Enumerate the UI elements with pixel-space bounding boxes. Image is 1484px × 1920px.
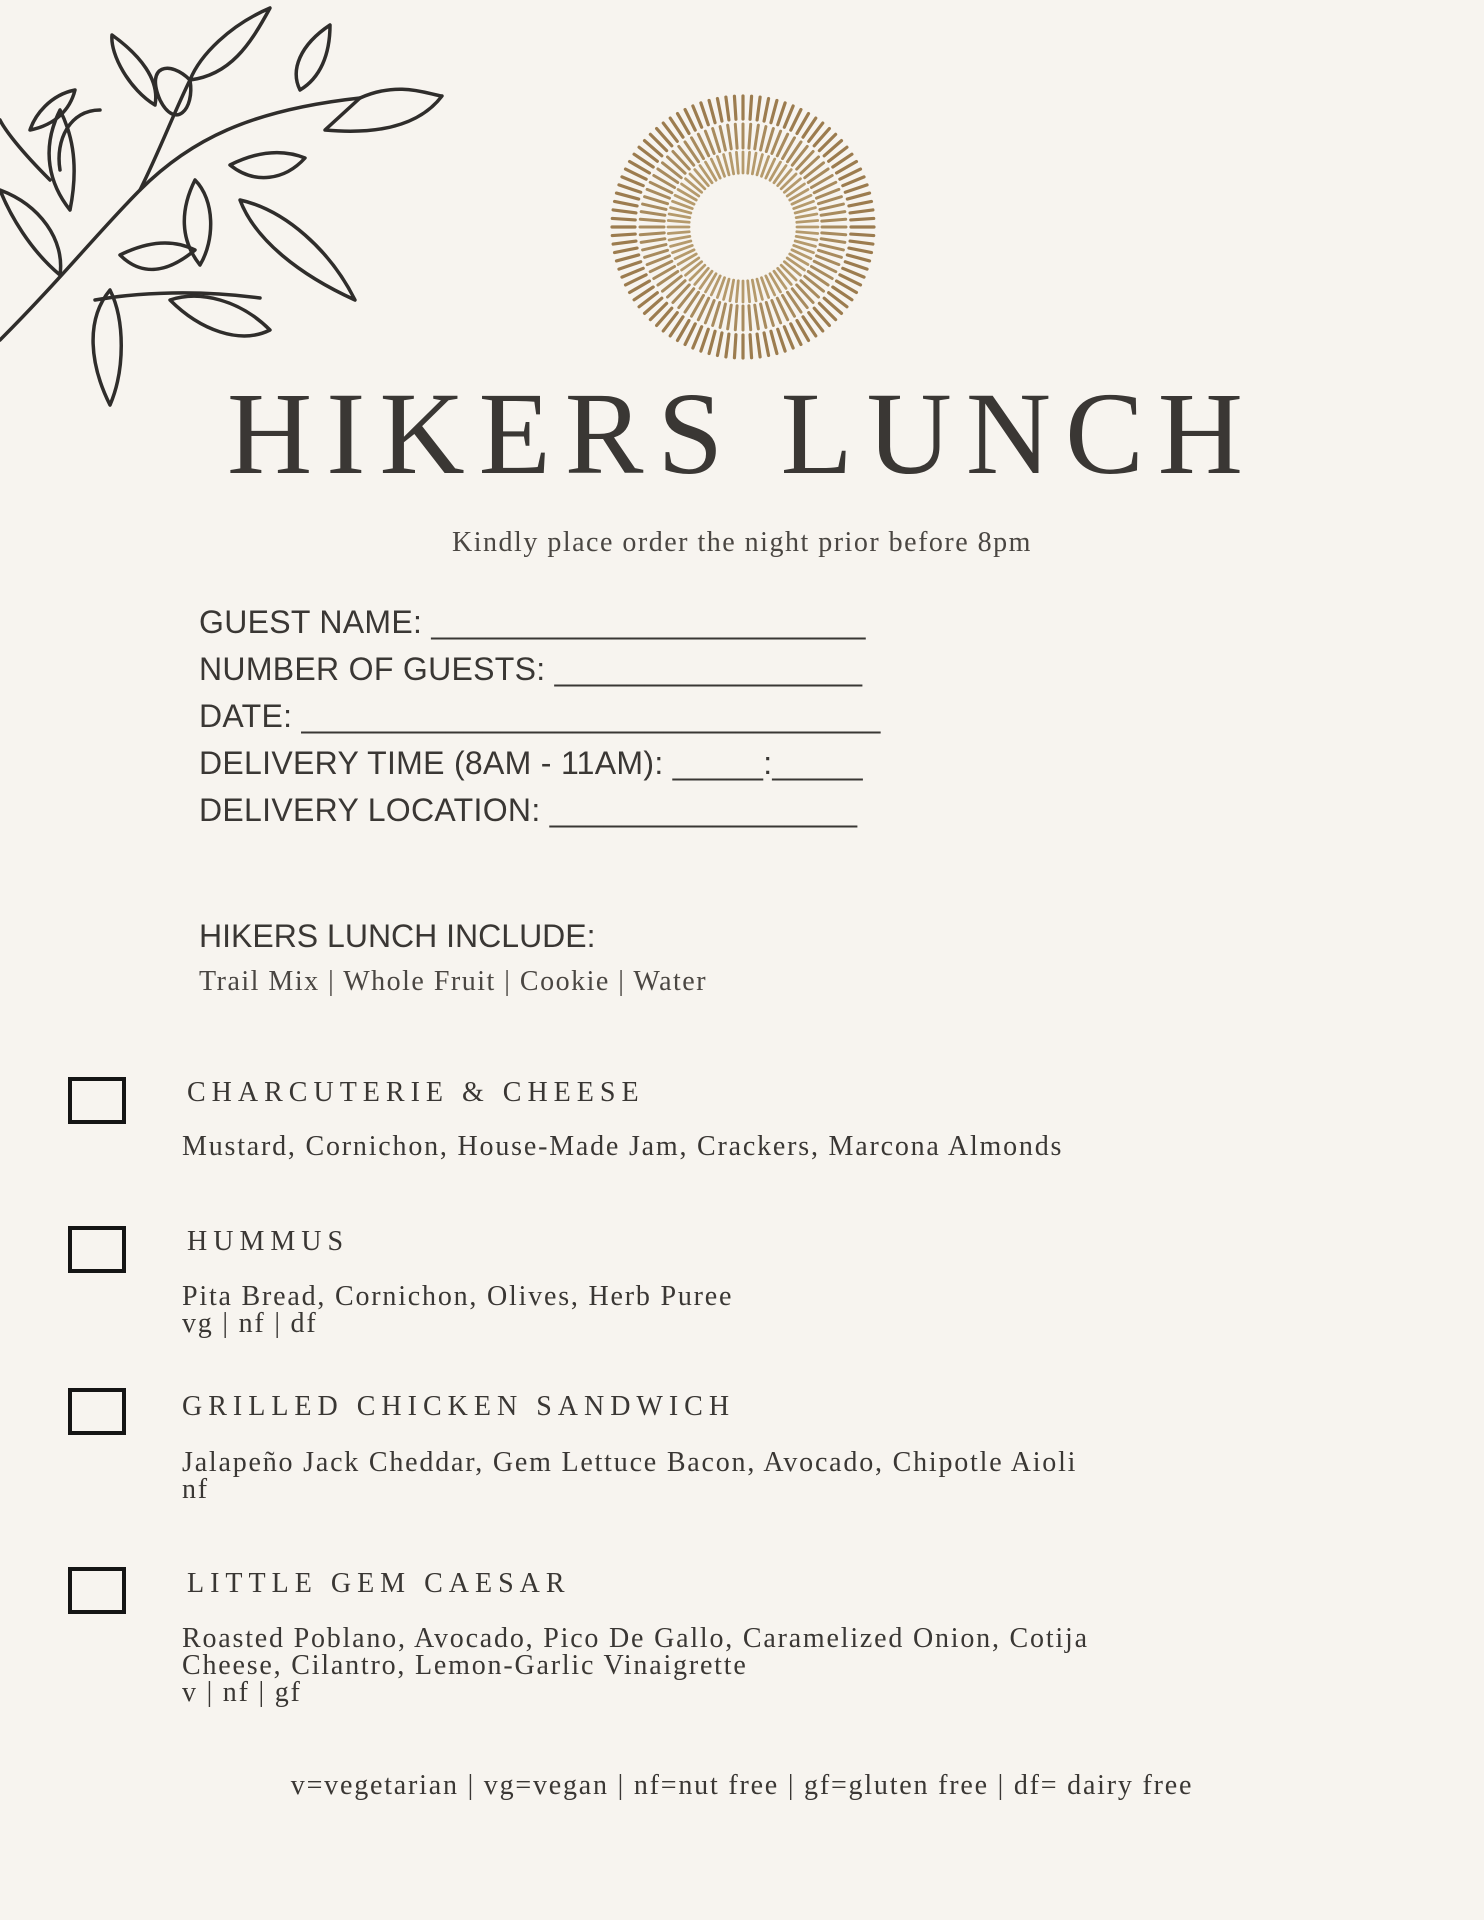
menu-item-name: LITTLE GEM CAESAR <box>187 1568 571 1599</box>
emblem-ray <box>701 103 708 125</box>
number-of-guests-field: NUMBER OF GUESTS: _________________ <box>199 651 863 687</box>
emblem-ray <box>801 157 819 173</box>
dietary-legend: v=vegetarian | vg=vegan | nf=nut free | gf=gluten free | df= dairy free <box>290 1770 1194 1801</box>
menu-item-dietary: vg | nf | df <box>182 1308 318 1339</box>
emblem-ray <box>724 155 729 175</box>
menu-item-description: Jalapeño Jack Cheddar, Gem Lettuce Bacon, Avocado, Chipotle Aioli <box>182 1447 1078 1478</box>
emblem-ray <box>761 304 766 327</box>
emblem-ray <box>796 214 817 218</box>
emblem-ray <box>761 127 766 150</box>
emblem-ray <box>695 170 709 186</box>
emblem-ray <box>735 306 737 330</box>
emblem-ray <box>850 241 873 244</box>
emblem-ray <box>847 193 869 199</box>
emblem-ray <box>784 327 793 348</box>
emblem-ray <box>736 281 738 302</box>
emblem-ray <box>726 334 729 357</box>
emblem-ray <box>778 170 792 186</box>
emblem-ray <box>616 255 638 261</box>
emblem-ray <box>849 248 872 252</box>
emblem-ray <box>820 245 843 250</box>
emblem-ray <box>613 210 636 213</box>
emblem-ray <box>641 212 665 216</box>
emblem-ray <box>764 333 768 356</box>
emblem-ray <box>749 124 751 148</box>
emblem-ray <box>821 239 845 243</box>
emblem-ray <box>764 99 768 122</box>
emblem-ray <box>778 329 785 351</box>
menu-item-name: GRILLED CHICKEN SANDWICH <box>182 1391 736 1422</box>
emblem-ray <box>778 268 792 284</box>
emblem-ray <box>616 193 638 199</box>
emblem-ray <box>749 306 751 330</box>
emblem-ray <box>728 125 732 149</box>
emblem-ray <box>784 262 800 276</box>
emblem-ray <box>750 96 752 119</box>
emblem-ray <box>757 279 762 299</box>
menu-item-description: Pita Bread, Cornichon, Olives, Herb Puree <box>182 1281 734 1312</box>
emblem-ray <box>693 327 702 348</box>
menu-item-dietary: nf <box>182 1474 209 1505</box>
emblem-ray <box>622 268 643 277</box>
emblem-ray <box>671 241 691 246</box>
emblem-ray <box>668 220 689 222</box>
emblem-ray <box>686 262 702 276</box>
emblem-ray <box>757 334 760 357</box>
emblem-ray <box>845 185 867 192</box>
emblem-ray <box>686 179 702 193</box>
emblem-ray <box>757 155 762 175</box>
emblem-ray <box>622 177 643 186</box>
emblem-ray <box>750 335 752 358</box>
grilled-chicken-sandwich-checkbox[interactable] <box>68 1388 126 1435</box>
emblem-ray <box>736 152 738 173</box>
emblem-ray <box>851 234 874 236</box>
emblem-ray <box>748 281 750 302</box>
emblem-ray <box>640 219 664 221</box>
emblem-ray <box>755 305 759 329</box>
emblem-ray <box>849 201 872 205</box>
emblem-ray <box>843 268 864 277</box>
emblem-ray <box>851 218 874 220</box>
emblem-ray <box>784 106 793 127</box>
emblem-ray <box>734 335 736 358</box>
emblem-ray <box>645 250 668 257</box>
emblem-ray <box>847 255 869 261</box>
emblem-ray <box>752 280 756 301</box>
emblem-ray <box>709 100 715 122</box>
delivery-time-field: DELIVERY TIME (8AM - 11AM): _____:_____ <box>199 745 863 781</box>
order-instructions: Kindly place order the night prior before 8pm <box>452 527 1032 558</box>
emblem-ray <box>850 210 873 213</box>
leaf-branch-icon <box>0 0 460 420</box>
guest-name-field: GUEST NAME: ________________________ <box>199 604 866 640</box>
page-title: HIKERS LUNCH <box>226 368 1258 499</box>
emblem-ray <box>720 127 725 150</box>
emblem-ray <box>690 265 705 280</box>
emblem-ray <box>695 268 709 284</box>
emblem-ray <box>671 208 691 213</box>
menu-item-name: CHARCUTERIE & CHEESE <box>187 1077 645 1108</box>
hummus-checkbox[interactable] <box>68 1226 126 1273</box>
emblem-ray <box>720 304 725 327</box>
date-field: DATE: ________________________________ <box>199 698 881 734</box>
emblem-ray <box>821 212 845 216</box>
emblem-ray <box>615 201 638 205</box>
emblem-ray <box>668 157 686 173</box>
delivery-location-field: DELIVERY LOCATION: _________________ <box>199 792 858 828</box>
charcuterie-checkbox[interactable] <box>68 1077 126 1124</box>
emblem-ray <box>778 103 785 125</box>
emblem-ray <box>843 177 864 186</box>
menu-item-description: Roasted Poblano, Avocado, Pico De Gallo, Caramelized Onion, Cotija <box>182 1623 1089 1654</box>
emblem-ray <box>673 285 689 303</box>
emblem-ray <box>796 236 817 240</box>
menu-item-description: Mustard, Cornichon, House-Made Jam, Crackers, Marcona Almonds <box>182 1131 1064 1162</box>
menu-item-name: HUMMUS <box>187 1226 350 1257</box>
emblem-ray <box>724 279 729 299</box>
emblem-ray <box>818 197 841 204</box>
emblem-ray <box>717 333 721 356</box>
emblem-ray <box>709 331 715 353</box>
menu-item-dietary: v | nf | gf <box>182 1677 302 1708</box>
menu-item-description-cont: Cheese, Cilantro, Lemon-Garlic Vinaigrette <box>182 1650 748 1681</box>
emblem-ray <box>668 281 686 297</box>
emblem-ray <box>781 174 796 189</box>
emblem-ray <box>643 204 666 209</box>
emblem-ray <box>818 250 841 257</box>
emblem-ray <box>673 152 689 170</box>
emblem-ray <box>728 305 732 329</box>
emblem-ray <box>640 233 664 235</box>
emblem-ray <box>797 220 818 222</box>
emblem-ray <box>766 302 773 325</box>
emblem-ray <box>822 219 846 221</box>
sunburst-emblem-icon <box>610 94 876 360</box>
emblem-ray <box>713 302 720 325</box>
emblem-ray <box>735 124 737 148</box>
emblem-ray <box>730 280 734 301</box>
emblem-ray <box>795 241 815 246</box>
emblem-ray <box>693 106 702 127</box>
includes-items: Trail Mix | Whole Fruit | Cookie | Water <box>199 966 708 997</box>
emblem-ray <box>730 153 734 174</box>
emblem-ray <box>752 153 756 174</box>
emblem-ray <box>755 125 759 149</box>
emblem-ray <box>615 248 638 252</box>
emblem-ray <box>619 185 641 192</box>
emblem-ray <box>795 208 815 213</box>
emblem-ray <box>690 174 705 189</box>
little-gem-caesar-checkbox[interactable] <box>68 1567 126 1614</box>
emblem-ray <box>820 204 843 209</box>
emblem-ray <box>797 285 813 303</box>
emblem-ray <box>734 96 736 119</box>
emblem-ray <box>797 232 818 234</box>
emblem-ray <box>713 129 720 152</box>
emblem-ray <box>781 265 796 280</box>
emblem-ray <box>797 152 813 170</box>
includes-heading: HIKERS LUNCH INCLUDE: <box>199 918 596 954</box>
emblem-ray <box>748 152 750 173</box>
emblem-ray <box>701 329 708 351</box>
emblem-ray <box>771 100 777 122</box>
emblem-ray <box>619 262 641 269</box>
emblem-ray <box>645 197 668 204</box>
emblem-ray <box>845 262 867 269</box>
emblem-ray <box>726 97 729 120</box>
emblem-ray <box>643 245 666 250</box>
emblem-ray <box>757 97 760 120</box>
emblem-ray <box>613 241 636 244</box>
emblem-ray <box>669 236 690 240</box>
emblem-ray <box>771 331 777 353</box>
emblem-ray <box>641 239 665 243</box>
emblem-ray <box>669 214 690 218</box>
emblem-ray <box>612 218 635 220</box>
emblem-ray <box>801 281 819 297</box>
emblem-ray <box>822 233 846 235</box>
emblem-ray <box>784 179 800 193</box>
emblem-ray <box>612 234 635 236</box>
emblem-ray <box>717 99 721 122</box>
emblem-ray <box>766 129 773 152</box>
emblem-ray <box>668 232 689 234</box>
